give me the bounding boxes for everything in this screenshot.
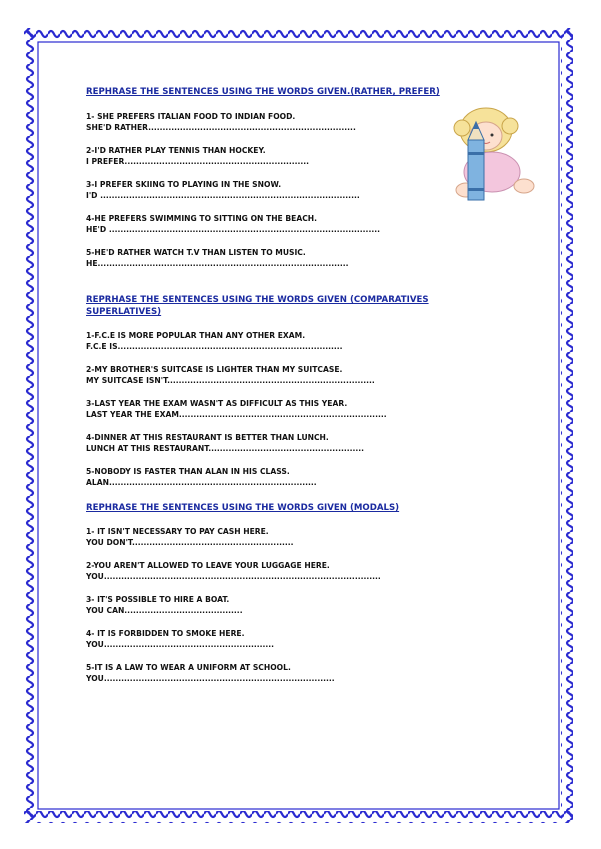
exercise-prompt: 5-NOBODY IS FASTER THAN ALAN IN HIS CLASS.	[86, 467, 290, 476]
answer-line: YOU................................................................................	[86, 674, 335, 683]
exercise-prompt: 1-F.C.E IS MORE POPULAR THAN ANY OTHER EXAM.	[86, 331, 306, 340]
answer-line: YOU................................................................................................	[86, 572, 381, 581]
section-title: REPRHASE THE SENTENCES USING THE WORDS GIVEN (COMPARATIVES SUPERLATIVES)	[86, 295, 429, 317]
exercise-prompt: 2-YOU AREN'T ALLOWED TO LEAVE YOUR LUGGAGE HERE.	[86, 561, 330, 570]
answer-line: YOU...........................................................	[86, 640, 275, 649]
exercise-prompt: 2-MY BROTHER'S SUITCASE IS LIGHTER THAN MY SUITCASE.	[86, 365, 343, 374]
exercise-prompt: 3-I PREFER SKIING TO PLAYING IN THE SNOW.	[86, 180, 282, 189]
exercise-prompt: 1- SHE PREFERS ITALIAN FOOD TO INDIAN FOOD.	[86, 112, 296, 121]
answer-line: I PREFER................................................................	[86, 157, 310, 166]
answer-line: HE.......................................................................................	[86, 259, 349, 268]
answer-line: SHE'D RATHER........................................................................	[86, 123, 356, 132]
exercise-item	[86, 179, 486, 201]
answer-line: I'D ..........................................................................................	[86, 191, 360, 200]
exercise-item	[86, 594, 486, 616]
exercise-prompt: 4-DINNER AT THIS RESTAURANT IS BETTER THAN LUNCH.	[86, 433, 329, 442]
exercise-item	[86, 662, 486, 684]
answer-line: LAST YEAR THE EXAM........................................................................	[86, 410, 387, 419]
exercise-item	[86, 330, 486, 352]
exercise-item	[86, 466, 486, 488]
exercise-item	[86, 247, 486, 269]
answer-line: YOU CAN.........................................	[86, 606, 243, 615]
exercise-item	[86, 560, 486, 582]
exercise-item	[86, 398, 486, 420]
answer-line: YOU DON'T........................................................	[86, 538, 294, 547]
exercise-item	[86, 526, 486, 548]
answer-line: LUNCH AT THIS RESTAURANT......................................................	[86, 444, 365, 453]
exercise-item	[86, 364, 486, 386]
answer-line: HE'D ..............................................................................................	[86, 225, 380, 234]
exercise-item	[86, 432, 486, 454]
answer-line: F.C.E IS..............................................................................	[86, 342, 343, 351]
exercise-prompt: 4- IT IS FORBIDDEN TO SMOKE HERE.	[86, 629, 245, 638]
exercise-item	[86, 213, 486, 235]
section-modals	[86, 502, 486, 684]
exercise-prompt: 2-I'D RATHER PLAY TENNIS THAN HOCKEY.	[86, 146, 266, 155]
exercise-item	[86, 628, 486, 650]
exercise-prompt: 3- IT'S POSSIBLE TO HIRE A BOAT.	[86, 595, 230, 604]
worksheet-content	[86, 86, 486, 684]
section-rather-prefer	[86, 86, 486, 269]
exercise-prompt: 3-LAST YEAR THE EXAM WASN'T AS DIFFICULT AS THIS YEAR.	[86, 399, 348, 408]
exercise-prompt: 1- IT ISN'T NECESSARY TO PAY CASH HERE.	[86, 527, 269, 536]
section-title: REPHRASE THE SENTENCES USING THE WORDS GIVEN.(RATHER, PREFER)	[86, 87, 440, 97]
exercise-item	[86, 145, 486, 167]
exercise-prompt: 5-IT IS A LAW TO WEAR A UNIFORM AT SCHOOL.	[86, 663, 291, 672]
section-comparatives-superlatives	[86, 294, 486, 488]
answer-line: MY SUITCASE ISN'T........................................................................	[86, 376, 375, 385]
section-title: REPHRASE THE SENTENCES USING THE WORDS GIVEN (MODALS)	[86, 503, 400, 513]
exercise-prompt: 4-HE PREFERS SWIMMING TO SITTING ON THE BEACH.	[86, 214, 318, 223]
exercise-item	[86, 111, 486, 133]
exercise-prompt: 5-HE'D RATHER WATCH T.V THAN LISTEN TO MUSIC.	[86, 248, 306, 257]
answer-line: ALAN........................................................................	[86, 478, 317, 487]
